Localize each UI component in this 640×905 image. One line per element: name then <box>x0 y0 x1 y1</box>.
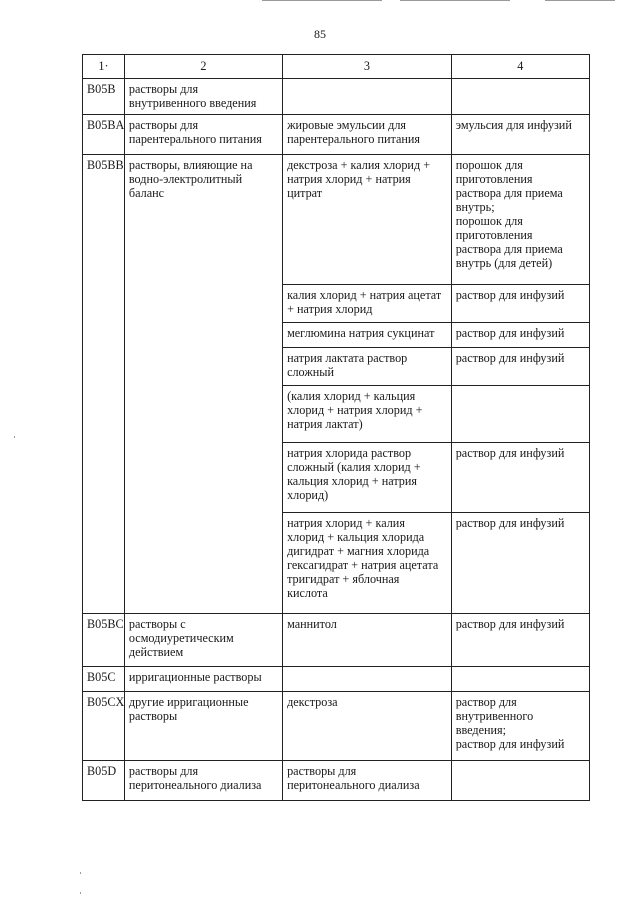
form-cell <box>451 386 589 443</box>
substance-cell: калия хлорид + натрия ацетат + натрия хлорид <box>283 285 452 323</box>
table-row <box>83 155 590 285</box>
substance-cell: натрия хлорид + калия хлорид + кальция хлорида дигидрат + магния хлорида гексагидрат + натрия ацетата тригидрат + яблочная кислота <box>283 513 452 614</box>
code-cell: B05D <box>83 761 125 801</box>
substance-cell: натрия хлорида раствор сложный (калия хлорид + кальция хлорид + натрия хлорид) <box>283 443 452 513</box>
code-cell: B05CX <box>83 692 125 761</box>
scan-artifact-left-3 <box>80 892 81 894</box>
substance-cell: декстроза + калия хлорид + натрия хлорид + натрия цитрат <box>283 155 452 285</box>
code-cell: B05C <box>83 667 125 692</box>
form-cell: порошок для приготовления раствора для приема внутрь; порошок для приготовления раствора для приема внутрь (для детей) <box>451 155 589 285</box>
group-cell: растворы для перитонеального диализа <box>124 761 282 801</box>
header-cell-group: 2 <box>124 55 282 79</box>
scan-artifact-top-3 <box>545 0 615 1</box>
table-header-row <box>83 55 590 79</box>
form-cell <box>451 79 589 115</box>
scan-artifact-top-2 <box>400 0 510 1</box>
group-cell: ирригационные растворы <box>124 667 282 692</box>
substance-cell: меглюмина натрия сукцинат <box>283 323 452 348</box>
form-cell <box>451 761 589 801</box>
substance-cell <box>283 667 452 692</box>
table-row <box>83 761 590 801</box>
form-cell: раствор для инфузий <box>451 348 589 386</box>
form-cell: раствор для инфузий <box>451 323 589 348</box>
form-cell: раствор для инфузий <box>451 513 589 614</box>
group-cell: растворы для парентерального питания <box>124 115 282 155</box>
form-cell: раствор для внутривенного введения; раствор для инфузий <box>451 692 589 761</box>
header-cell-substance: 3 <box>283 55 452 79</box>
code-cell: B05BB <box>83 155 125 614</box>
table-row <box>83 79 590 115</box>
code-cell: B05BC <box>83 614 125 667</box>
scan-artifact-left-1 <box>14 436 15 438</box>
table-row <box>83 115 590 155</box>
substance-cell: натрия лактата раствор сложный <box>283 348 452 386</box>
scan-artifact-left-2 <box>80 872 81 874</box>
form-cell: раствор для инфузий <box>451 443 589 513</box>
group-cell: растворы для внутривенного введения <box>124 79 282 115</box>
group-cell: растворы, влияющие на водно-электролитный баланс <box>124 155 282 614</box>
substance-cell <box>283 79 452 115</box>
table-row <box>83 667 590 692</box>
header-cell-form: 4 <box>451 55 589 79</box>
form-cell: раствор для инфузий <box>451 285 589 323</box>
form-cell: эмульсия для инфузий <box>451 115 589 155</box>
substance-cell: растворы для перитонеального диализа <box>283 761 452 801</box>
form-cell <box>451 667 589 692</box>
code-cell: B05B <box>83 79 125 115</box>
code-cell: B05BA <box>83 115 125 155</box>
header-cell-code: 1· <box>83 55 125 79</box>
group-cell: растворы с осмодиуретическим действием <box>124 614 282 667</box>
page-number: 85 <box>314 27 326 41</box>
substance-cell: маннитол <box>283 614 452 667</box>
scan-artifact-top-1 <box>262 0 382 1</box>
table-row <box>83 692 590 761</box>
table-row <box>83 614 590 667</box>
substance-cell: (калия хлорид + кальция хлорид + натрия хлорид + натрия лактат) <box>283 386 452 443</box>
substance-cell: декстроза <box>283 692 452 761</box>
group-cell: другие ирригационные растворы <box>124 692 282 761</box>
substance-cell: жировые эмульсии для парентерального питания <box>283 115 452 155</box>
drug-table <box>82 54 590 801</box>
form-cell: раствор для инфузий <box>451 614 589 667</box>
